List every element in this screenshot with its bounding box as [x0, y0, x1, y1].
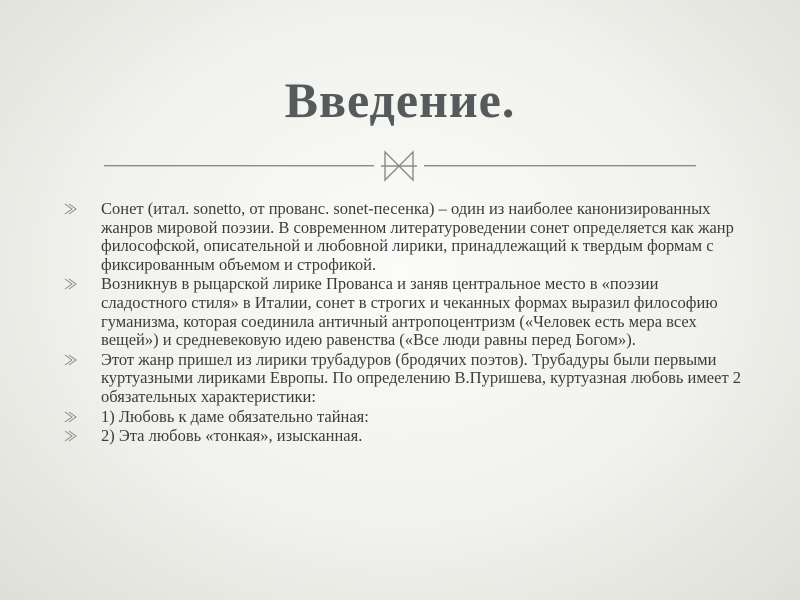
bullet-text: 1) Любовь к даме обязательно тайная:: [101, 406, 369, 426]
bullet-arrow-icon: [63, 278, 77, 290]
bullet-text: 2) Эта любовь «тонкая», изысканная.: [101, 426, 363, 446]
bullet-item: [63, 408, 743, 427]
bullet-item: [63, 275, 743, 349]
bullet-item: [63, 427, 743, 446]
divider-line-right: [424, 165, 696, 167]
ornament-icon: [379, 148, 419, 184]
bullet-arrow-icon: [63, 203, 77, 215]
divider-line-left: [104, 165, 374, 167]
bullet-arrow-icon: [63, 411, 77, 423]
bullet-item: [63, 351, 743, 407]
bullet-text: Возникнув в рыцарской лирике Прованса и заняв центральное место в «поэзии сладостного стиля» в Италии, сонет в строгих и чеканных формах выразил философию гуманизма, которая соединила античный антропоцентризм («Человек есть мера всех вещей») и средневековую идею равенства («Все люди равны перед Богом»).: [101, 274, 718, 350]
slide-title: Введение.: [284, 72, 516, 128]
bullet-arrow-icon: [63, 354, 77, 366]
bullet-list: [63, 200, 743, 447]
title-divider: [0, 138, 800, 178]
bullet-arrow-icon: [63, 430, 77, 442]
bullet-text: Сонет (итал. sonetto, от прованс. sonet-песенка) – один из наиболее канонизированных жанров мировой поэзии. В современном литературоведении сонет определяется как жанр философской, описательной и любовной лирики, принадлежащий к твердым формам с фиксированным объемом и строфикой.: [101, 199, 734, 274]
bullet-item: [63, 200, 743, 274]
bullet-text: Этот жанр пришел из лирики трубадуров (бродячих поэтов). Трубадуры были первыми куртуазными лириками Европы. По определению В.Пуришева, куртуазная любовь имеет 2 обязательных характеристики:: [101, 349, 742, 406]
